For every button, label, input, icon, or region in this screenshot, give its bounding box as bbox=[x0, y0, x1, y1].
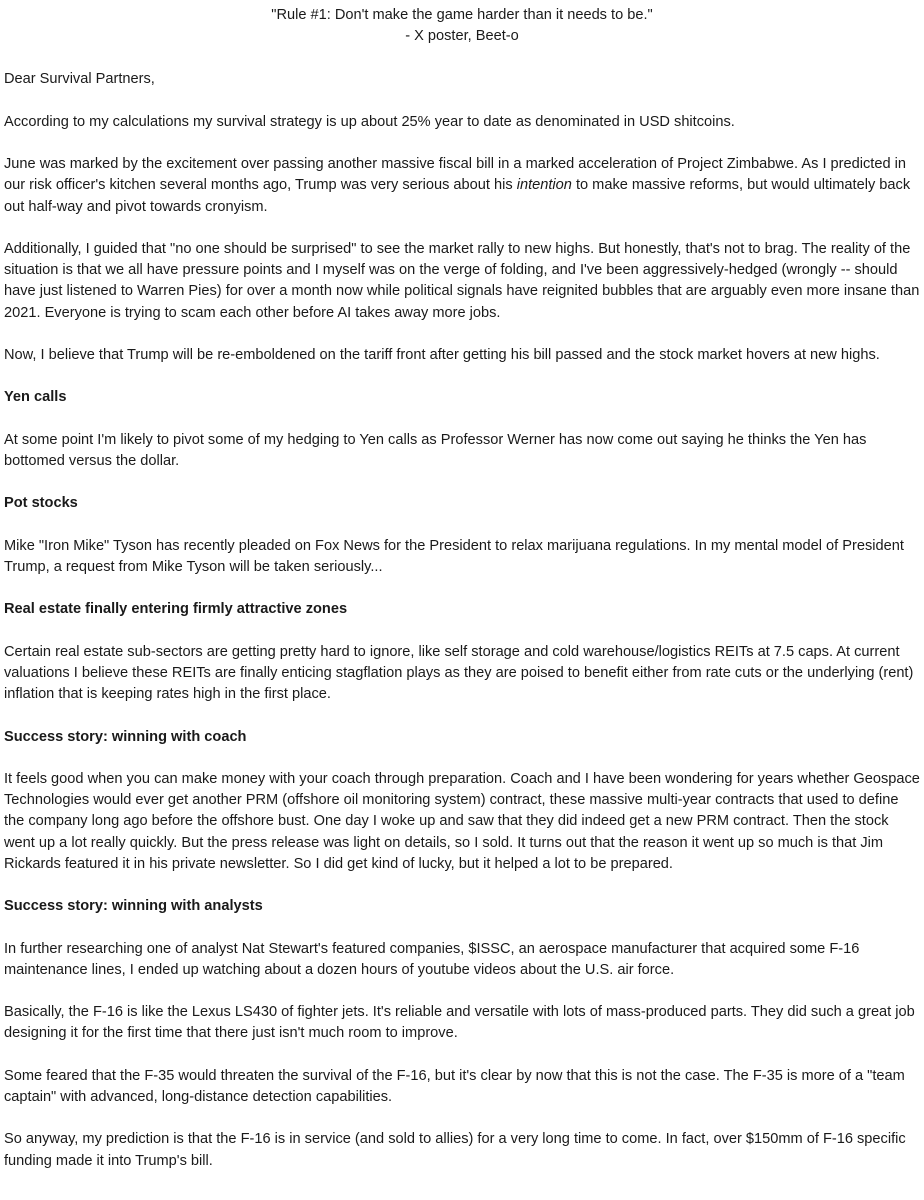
intro-paragraph: According to my calculations my survival strategy is up about 25% year to date as denominated in USD shitcoins. bbox=[4, 113, 735, 130]
section-body-analysts-2: Basically, the F-16 is like the Lexus LS430 of fighter jets. It's reliable and versatile with lots of mass-produced parts. They did such a great job designing it for the first time that there just isn't much room to improve. bbox=[4, 1004, 915, 1042]
section-body-analysts-3: Some feared that the F-35 would threaten the survival of the F-16, but it's clear by now that this is not the case. The F-35 is more of a "team captain" with advanced, long-distance detection capabilities. bbox=[4, 1067, 905, 1105]
epigraph bbox=[4, 5, 920, 47]
additionally-paragraph: Additionally, I guided that "no one should be surprised" to see the market rally to new highs. But honestly, that's not to brag. The reality of the situation is that we all have pressure points and I myself was on the verge of folding, and I've been aggressively-hedged (wrongly -- should have just listened to Warren Pies) for over a month now while political signals have reignited bubbles that are arguably even more insane than 2021. Everyone is trying to scam each other before AI takes away more jobs. bbox=[4, 240, 920, 321]
greeting: Dear Survival Partners, bbox=[4, 71, 155, 88]
epigraph-attribution: - X poster, Beet-o bbox=[405, 28, 519, 45]
section-heading-yen: Yen calls bbox=[4, 389, 67, 406]
june-text-before: June was marked by the excitement over passing another massive fiscal bill in a marked acceleration of Project Zimbabwe. As I predicted in our risk officer's kitchen several months ago, Trump was very serious about his bbox=[4, 156, 906, 194]
section-heading-coach: Success story: winning with coach bbox=[4, 728, 247, 745]
section-body-analysts-4: So anyway, my prediction is that the F-16 is in service (and sold to allies) for a very long time to come. In fact, over $150mm of F-16 specific funding made it into Trump's bill. bbox=[4, 1131, 906, 1169]
section-body-realestate: Certain real estate sub-sectors are getting pretty hard to ignore, like self storage and cold warehouse/logistics REITs at 7.5 caps. At current valuations I believe these REITs are finally enticing stagflation plays as they are poised to benefit either from rate cuts or the underlying (rent) inflation that is keeping rates high in the first place. bbox=[4, 643, 914, 703]
section-body-yen: At some point I'm likely to pivot some of my hedging to Yen calls as Professor Werner has now come out saying he thinks the Yen has bottomed versus the dollar. bbox=[4, 431, 867, 469]
tariff-paragraph: Now, I believe that Trump will be re-emboldened on the tariff front after getting his bill passed and the stock market hovers at new highs. bbox=[4, 346, 880, 363]
june-emphasis: intention bbox=[516, 177, 572, 194]
section-heading-pot: Pot stocks bbox=[4, 495, 78, 512]
june-text-after: to make massive reforms, but would ultimately back out half-way and pivot towards cronyism. bbox=[4, 177, 911, 215]
section-heading-realestate: Real estate finally entering firmly attractive zones bbox=[4, 601, 348, 618]
section-body-analysts-1: In further researching one of analyst Nat Stewart's featured companies, $ISSC, an aerospace manufacturer that acquired some F-16 maintenance lines, I ended up watching about a dozen hours of youtube videos about the U.S. air force. bbox=[4, 940, 860, 978]
section-body-pot: Mike "Iron Mike" Tyson has recently pleaded on Fox News for the President to relax marijuana regulations. In my mental model of President Trump, a request from Mike Tyson will be taken seriously... bbox=[4, 537, 904, 575]
june-paragraph bbox=[4, 154, 920, 218]
section-heading-analysts: Success story: winning with analysts bbox=[4, 898, 263, 915]
section-body-coach: It feels good when you can make money with your coach through preparation. Coach and I have been wondering for years whether Geospace Technologies would ever get another PRM (offshore oil monitoring system) contract, these massive multi-year contracts that used to define the company long ago before the offshore bust. One day I woke up and saw that they did indeed get a new PRM contract. Then the stock went up a lot really quickly. But the press release was light on details, so I sold. It turns out that the reason it went up so much is that Jim Rickards featured it in his private newsletter. So I did get kind of lucky, but it helped a lot to be prepared. bbox=[4, 770, 920, 872]
epigraph-quote: "Rule #1: Don't make the game harder than it needs to be." bbox=[271, 7, 653, 23]
